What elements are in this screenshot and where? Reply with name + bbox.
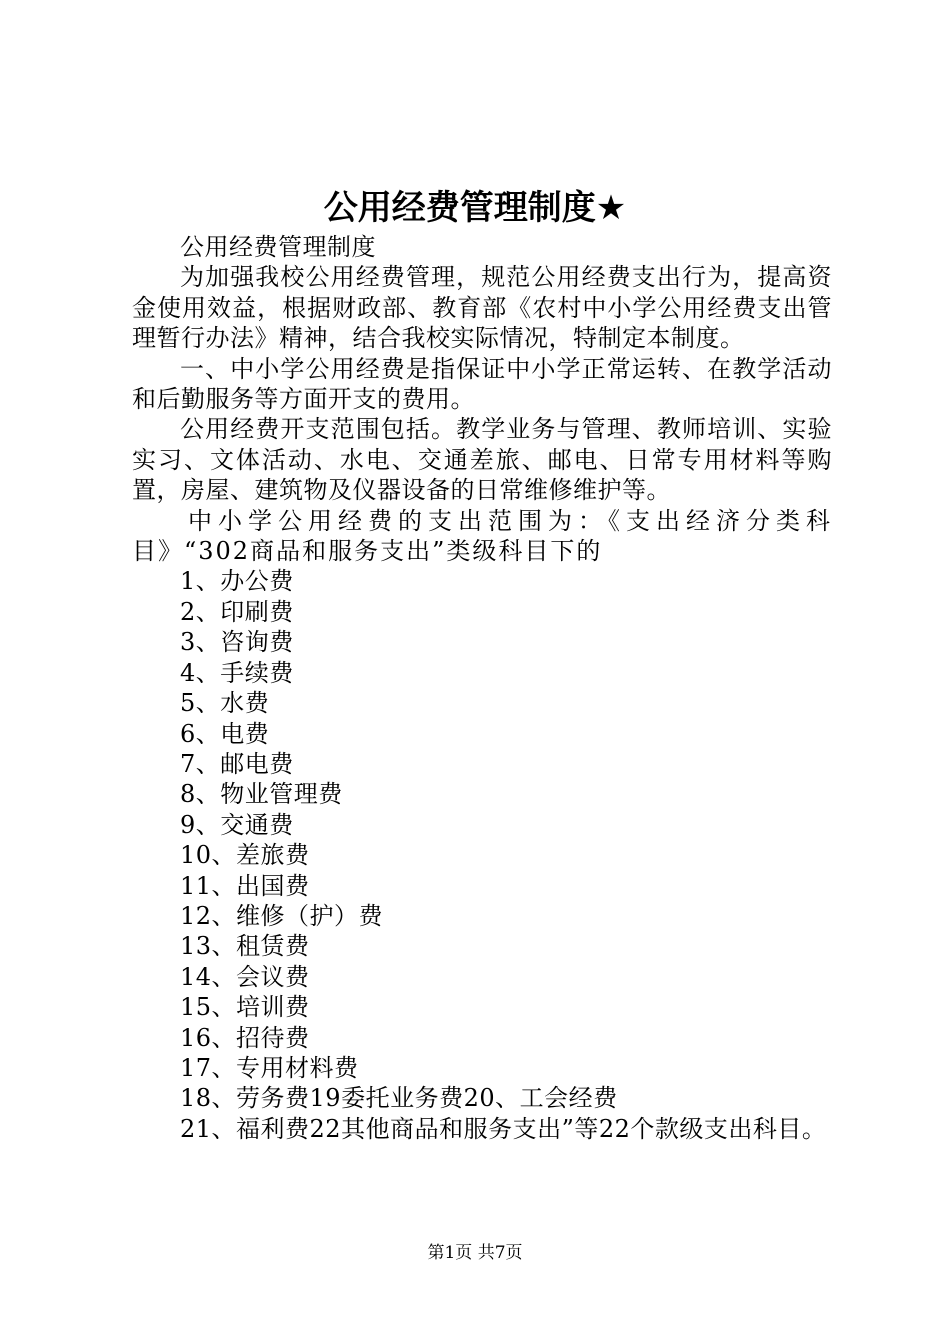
list-item: 9、交通费 <box>180 810 294 839</box>
paragraph-closing: 21、福利费22其他商品和服务支出”等22个款级支出科目。 <box>180 1114 827 1143</box>
list-item: 15、培训费 <box>180 993 310 1022</box>
list-item: 17、专用材料费 <box>180 1053 359 1082</box>
paragraph-purpose: 为加强我校公用经费管理，规范公用经费支出行为，提高资金使用效益，根据财政部、教育部《农村中小学公用经费支出管理暂行办法》精神，结合我校实际情况，特制定本制度。 <box>132 263 832 353</box>
paragraph-definition: 一、中小学公用经费是指保证中小学正常运转、在教学活动和后勤服务等方面开支的费用。 <box>132 354 832 414</box>
list-item: 1、办公费 <box>180 567 294 596</box>
list-item: 10、差旅费 <box>180 841 310 870</box>
page-footer: 第1页 共7页 <box>427 1243 523 1263</box>
paragraph-expense-range: 中小学公用经费的支出范围为：《支出经济分类科目》“302商品和服务支出”类级科目下的 <box>132 506 832 566</box>
list-item: 8、物业管理费 <box>180 780 343 809</box>
list-item: 5、水费 <box>180 689 270 718</box>
paragraph-scope: 公用经费开支范围包括。教学业务与管理、教师培训、实验实习、文体活动、水电、交通差旅、邮电、日常专用材料等购置，房屋、建筑物及仪器设备的日常维修维护等。 <box>132 415 832 505</box>
list-item: 16、招待费 <box>180 1023 310 1052</box>
list-item: 4、手续费 <box>180 658 294 687</box>
document-body <box>132 232 832 1144</box>
list-item: 18、劳务费19委托业务费20、工会经费 <box>180 1084 618 1113</box>
list-item: 2、印刷费 <box>180 597 294 626</box>
expense-item-list <box>132 566 832 1113</box>
list-item: 14、会议费 <box>180 962 310 991</box>
list-item: 12、维修（护）费 <box>180 901 384 930</box>
list-item: 13、租赁费 <box>180 932 310 961</box>
list-item: 7、邮电费 <box>180 749 294 778</box>
list-item: 11、出国费 <box>180 871 310 900</box>
list-item: 6、电费 <box>180 719 270 748</box>
paragraph-heading: 公用经费管理制度 <box>180 233 376 261</box>
list-item: 3、咨询费 <box>180 628 294 657</box>
document-title: 公用经费管理制度★ <box>323 188 627 228</box>
